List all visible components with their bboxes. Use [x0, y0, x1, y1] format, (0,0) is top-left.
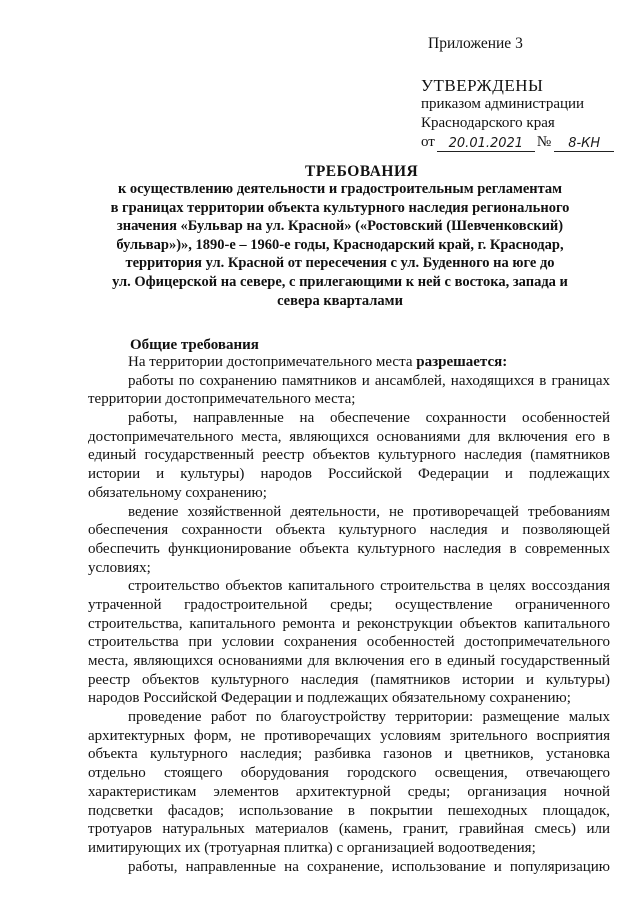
paragraph-line: строительства, капитального ремонта и реконструкции объектов капитального — [88, 615, 610, 632]
paragraph-line: имитирующих их (тротуарная плитка) с организацией водоотведения; — [88, 839, 536, 856]
paragraph-line: архитектурных форм, не противоречащих условиям зрительного восприятия — [88, 727, 610, 744]
paragraph-line: утраченной градостроительной среды; осуществление ограниченного — [88, 596, 610, 613]
subtitle-line: севера кварталами — [277, 292, 403, 309]
intro-text: На территории достопримечательного места — [128, 354, 417, 370]
paragraph-line: отдельно стоящего оборудования городского освещения, отвечающего — [88, 765, 610, 782]
approved-line-2: Краснодарского края — [421, 115, 555, 131]
paragraph-line: условиях; — [88, 559, 151, 576]
subtitle-line: ул. Офицерской на севере, с прилегающими к ней с востока, запада и — [112, 273, 568, 290]
paragraph-line: реестр объектов культурного наследия (памятников истории и культуры) — [88, 671, 610, 688]
paragraph-line: объекта культурного наследия; разбивка газонов и цветников, установка — [88, 746, 610, 763]
handwritten-number: 8-КН — [554, 137, 614, 152]
paragraph-line: достопримечательного места, являющихся основаниями для включения его в — [88, 428, 610, 445]
paragraph-line: тротуаров натуральных материалов (камень, гранит, гравийная смесь) или — [88, 821, 610, 838]
paragraph-line: строительства при условии сохранения особенностей достопримечательного — [88, 634, 610, 651]
subtitle-line: к осуществлению деятельности и градостроительным регламентам — [117, 181, 563, 197]
paragraph-line: подсветки фасадов; использование в покрытии пешеходных площадок, — [88, 802, 610, 819]
subtitle-line: в границах территории объекта культурного наследия регионального — [110, 199, 570, 216]
paragraph-line: народов Российской Федерации и подлежащих обязательному сохранению; — [88, 690, 571, 707]
document-subtitle — [60, 180, 620, 310]
subtitle-line: значения «Бульвар на ул. Красной» («Ростовский (Шевченковский) — [116, 218, 564, 235]
paragraph-line: обеспечения сохранности объекта культурного наследия и позволяющей — [88, 522, 610, 539]
paragraph-line: проведение работ по благоустройству территории: размещение малых — [128, 709, 610, 726]
number-prefix: № — [536, 134, 552, 150]
paragraph-line: работы по сохранению памятников и ансамблей, находящихся в границах — [128, 372, 610, 389]
paragraph-line: обеспечить функционирование объекта культурного наследия в современных — [88, 540, 610, 557]
paragraph-line: ведение хозяйственной деятельности, не противоречащей требованиям — [128, 503, 610, 520]
handwritten-date: 20.01.2021 — [437, 137, 535, 152]
body-text — [88, 350, 610, 876]
paragraph-line: места, являющихся основаниями для включения его в единый государственный — [88, 653, 610, 669]
paragraph-line: работы, направленные на обеспечение сохранности особенностей — [128, 410, 610, 427]
subtitle-line: территория ул. Красной от пересечения с ул. Буденного на юге до — [125, 255, 555, 272]
paragraph-line: работы, направленные на сохранение, использование и популяризацию — [128, 858, 610, 875]
paragraph-line: обязательному сохранению; — [88, 484, 267, 501]
date-number-row — [421, 133, 614, 152]
paragraph-line: характеристикам элементов архитектурной среды; организация ночной — [88, 783, 610, 800]
approved-title: УТВЕРЖДЕНЫ — [421, 76, 544, 95]
intro-strong: разрешается: — [416, 354, 508, 370]
section-heading: Общие требования — [130, 337, 259, 353]
paragraph-line: единый государственный реестр объектов культурного наследия (памятников — [88, 447, 610, 464]
appendix-label: Приложение 3 — [428, 35, 523, 52]
paragraph-line: истории и культуры) народов Российской Федерации и подлежащих — [88, 466, 610, 483]
subtitle-line: бульвар»)», 1890-е – 1960-е годы, Краснодарский край, г. Краснодар, — [116, 236, 564, 253]
paragraph-line: территории достопримечательного места; — [88, 391, 356, 408]
document-title: ТРЕБОВАНИЯ — [305, 163, 419, 180]
date-prefix: от — [421, 134, 435, 150]
approval-block — [421, 76, 614, 152]
intro-line — [88, 353, 610, 372]
approved-line-1: приказом администрации — [421, 96, 585, 112]
paragraph-line: строительство объектов капитального строительства в целях воссоздания — [128, 578, 610, 595]
